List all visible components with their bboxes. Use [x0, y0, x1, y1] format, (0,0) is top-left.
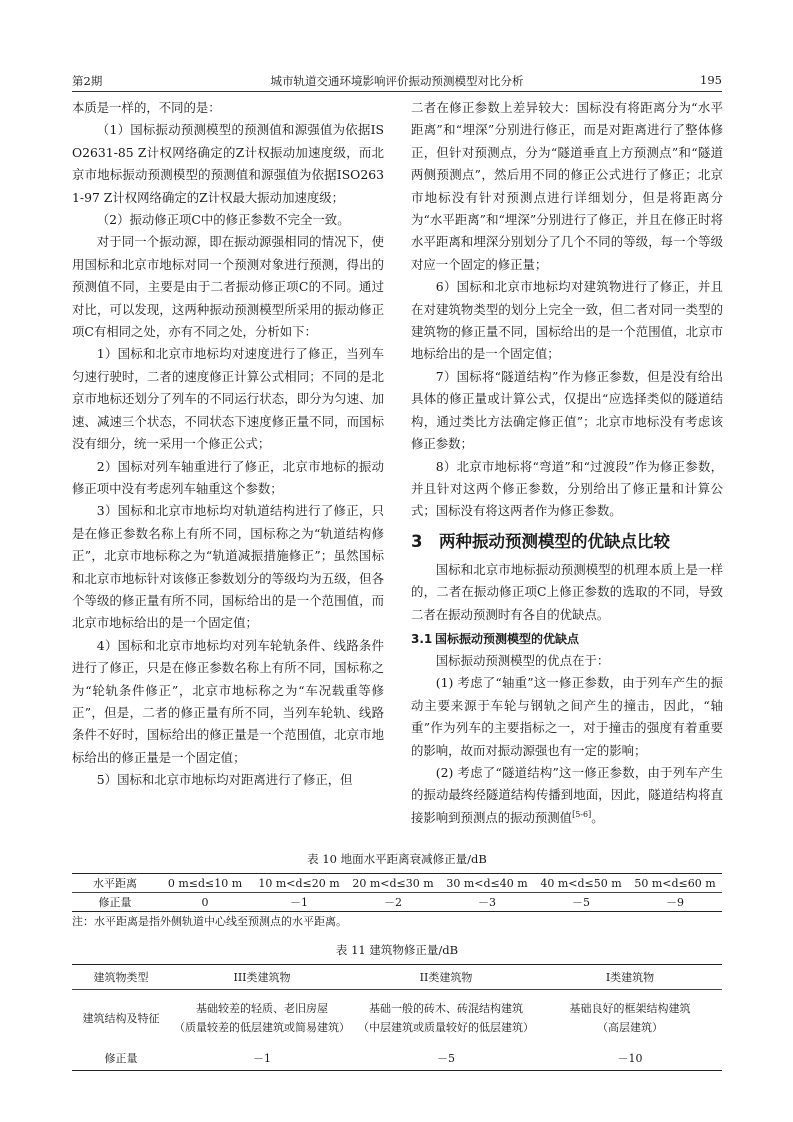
paragraph: 本质是一样的，不同的是： — [72, 100, 221, 115]
table-row — [72, 990, 722, 1047]
paragraph: 3）国标和北京市地标均对轨道结构进行了修正，只是在修正参数名称上有所不同，国标称之为“轨道结构修正”，北京市地标称之为“轨道减振措施修正”；虽然国标和北京市地标针对该修正参数划分的等级均为五级，但各个等级的修正量有所不同，国标给出的是一个范围值，而北京市地标给出的是一个固定值； — [72, 503, 384, 631]
table-cell: 20 m<d≤30 m — [346, 874, 440, 893]
header-page-number: 195 — [700, 73, 722, 87]
page-header — [72, 70, 722, 90]
table-cell: I类建筑物 — [538, 965, 722, 990]
table-row — [72, 1046, 722, 1071]
header-title: 城市轨道交通环境影响评价振动预测模型对比分析 — [270, 74, 524, 88]
table-row — [72, 874, 722, 893]
section-heading — [411, 530, 723, 554]
table-cell: －1 — [290, 896, 308, 909]
paragraph: 国标振动预测模型的优点在于： — [435, 652, 610, 668]
table-cell: III类建筑物 — [170, 965, 354, 990]
table11-caption: 表 11 建筑物修正量/dB — [335, 943, 459, 957]
paragraph: 1）国标和北京市地标均对速度进行了修正，当列车匀速行驶时，二者的速度修正计算公式相同；不同的是北京市地标还划分了列车的不同运行状态，即分为匀速、加速、减速三个状态，不同状态下速度修正量不同，而国标没有细分，统一采用一个修正公式； — [72, 346, 384, 452]
paragraph: 6）国标和北京市地标均对建筑物进行了修正，并且在对建筑物类型的划分上完全一致，但二者对同一类型的建筑物的修正量不同，国标给出的是一个范围值，北京市地标给出的是一个固定值； — [411, 279, 723, 362]
cell-line: 基础良好的框架结构建筑 — [569, 1002, 691, 1015]
table-cell: 0 — [201, 895, 209, 909]
table-cell: －1 — [253, 1052, 271, 1065]
paragraph: 5）国标和北京市地标均对距离进行了修正，但 — [96, 772, 353, 788]
table-cell: II类建筑物 — [354, 965, 538, 990]
paragraph-text: (2) 考虑了“隧道结构”这一修正参数，由于列车产生的振动最终经隧道结构传播到地面，因此，隧道结构将直接影响到预测点的振动预测值 — [411, 764, 723, 825]
subsection-number: 3.1 — [411, 631, 433, 646]
table-row — [72, 965, 722, 990]
table-cell: －5 — [572, 896, 590, 909]
paragraph: 7）国标将“隧道结构”作为修正参数，但是没有给出具体的修正量或计算公式，仅提出“应选择类似的隧道结构，通过类比方法确定修正值”；北京市地标没有考虑该修正参数； — [411, 368, 723, 452]
table-row — [72, 893, 722, 912]
table-cell: 修正量 — [104, 1052, 138, 1065]
table-cell: 10 m<d≤20 m — [252, 874, 346, 893]
table-cell: －3 — [478, 896, 496, 909]
section-title: 两种振动预测模型的优缺点比较 — [439, 531, 670, 551]
paragraph: (1) 考虑了“轴重”这一修正参数，由于列车产生的振动主要来源于车轮与钢轨之间产生的撞击，因此，“轴重”作为列车的主要指标之一，对于撞击的强度有着重要的影响，故而对振动源强也有一定的影响； — [411, 675, 723, 758]
paragraph — [411, 762, 723, 829]
cell-line: （高层建筑） — [597, 1021, 663, 1034]
table11 — [72, 964, 722, 1071]
table-cell: 建筑结构及特征 — [82, 1011, 160, 1025]
table10-caption: 表 10 地面水平距离衰减修正量/dB — [307, 852, 487, 866]
left-column — [72, 97, 384, 792]
citation: [5-6] — [572, 809, 592, 819]
cell-line: 基础较差的轻质、老旧房屋 — [196, 1002, 328, 1015]
table-cell: －10 — [617, 1052, 643, 1065]
paragraph-end: 。 — [591, 809, 604, 825]
table10-note: 注：水平距离是指外侧轨道中心线至预测点的水平距离。 — [72, 915, 347, 928]
paragraph: （1）国标振动预测模型的预测值和源强值为依据ISO2631-85 Z计权网络确定的Z计权振动加速度级，而北京市地标振动预测模型的预测值和源强值为依据ISO2631-97 Z计权网络确定的Z计权最大振动加速度级； — [72, 122, 384, 205]
paragraph: （2）振动修正项C中的修正参数不完全一致。 — [96, 212, 350, 228]
table-cell: 30 m<d≤40 m — [440, 874, 534, 893]
table-cell: 50 m<d≤60 m — [628, 874, 722, 893]
table-cell: 0 m≤d≤10 m — [158, 874, 252, 893]
table-cell: 建筑物类型 — [72, 965, 170, 990]
paragraph: 4）国标和北京市地标均对列车轮轨条件、线路条件进行了修正，只是在修正参数名称上有所不同，国标称之为“轮轨条件修正”，北京市地标称之为“车况载重等修正”，但是，二者的修正量有所不同，当列车轮轨、线路条件不好时，国标给出的修正量是一个范围值，北京市地标给出的修正量是一个固定值； — [72, 637, 384, 765]
paragraph: 二者在修正参数上差异较大：国标没有将距离分为“水平距离”和“埋深”分别进行修正，而是对距离进行了整体修正，但针对预测点，分为“隧道垂直上方预测点”和“隧道两侧预测点”，然后用不同的修正公式进行了修正；北京市地标没有针对预测点进行详细划分，但是将距离分为“水平距离”和“埋深”分别进行了修正，并且在修正时将水平距离和埋深分别划分了几个不同的等级，每一个等级对应一个固定的修正量； — [411, 100, 723, 272]
table-cell: 40 m<d≤50 m — [534, 874, 628, 893]
table-cell: －5 — [437, 1052, 455, 1065]
table-cell: －9 — [666, 896, 684, 909]
right-column — [411, 97, 723, 829]
table-cell: 修正量 — [98, 896, 132, 909]
table10 — [72, 873, 722, 912]
table-cell — [170, 990, 354, 1047]
paragraph: 8）北京市地标将“弯道”和“过渡段”作为修正参数，并且针对这两个修正参数，分别给出了修正量和计算公式；国标没有将这两者作为修正参数。 — [411, 458, 723, 519]
paragraph: 对于同一个振动源，即在振动源强相同的情况下，使用国标和北京市地标对同一个预测对象进行预测，得出的预测值不同，主要是由于二者振动修正项C的不同。通过对比，可以发现，这两种振动预测模型所采用的振动修正项C有相同之处，亦有不同之处，分析如下： — [72, 234, 384, 340]
header-rule — [72, 91, 722, 92]
paragraph: 2）国标对列车轴重进行了修正，北京市地标的振动修正项中没有考虑列车轴重这个参数； — [72, 458, 384, 496]
table-cell: －2 — [384, 896, 402, 909]
header-issue: 第2期 — [72, 74, 103, 88]
cell-line: （质量较差的低层建筑或简易建筑） — [174, 1021, 350, 1034]
subsection-heading — [411, 628, 723, 650]
paragraph: 国标和北京市地标振动预测模型的机理本质上是一样的，二者在振动修正项C上修正参数的选取的不同，导致二者在振动预测时有各自的优缺点。 — [411, 561, 723, 622]
table-cell — [538, 990, 722, 1047]
subsection-title: 国标振动预测模型的优缺点 — [435, 631, 580, 646]
table-cell: 水平距离 — [72, 874, 158, 893]
cell-line: 基础一般的砖木、砖混结构建筑 — [369, 1002, 523, 1015]
table-cell — [354, 990, 538, 1047]
cell-line: （中层建筑或质量较好的低层建筑） — [358, 1021, 534, 1034]
section-number: 3 — [411, 531, 423, 551]
